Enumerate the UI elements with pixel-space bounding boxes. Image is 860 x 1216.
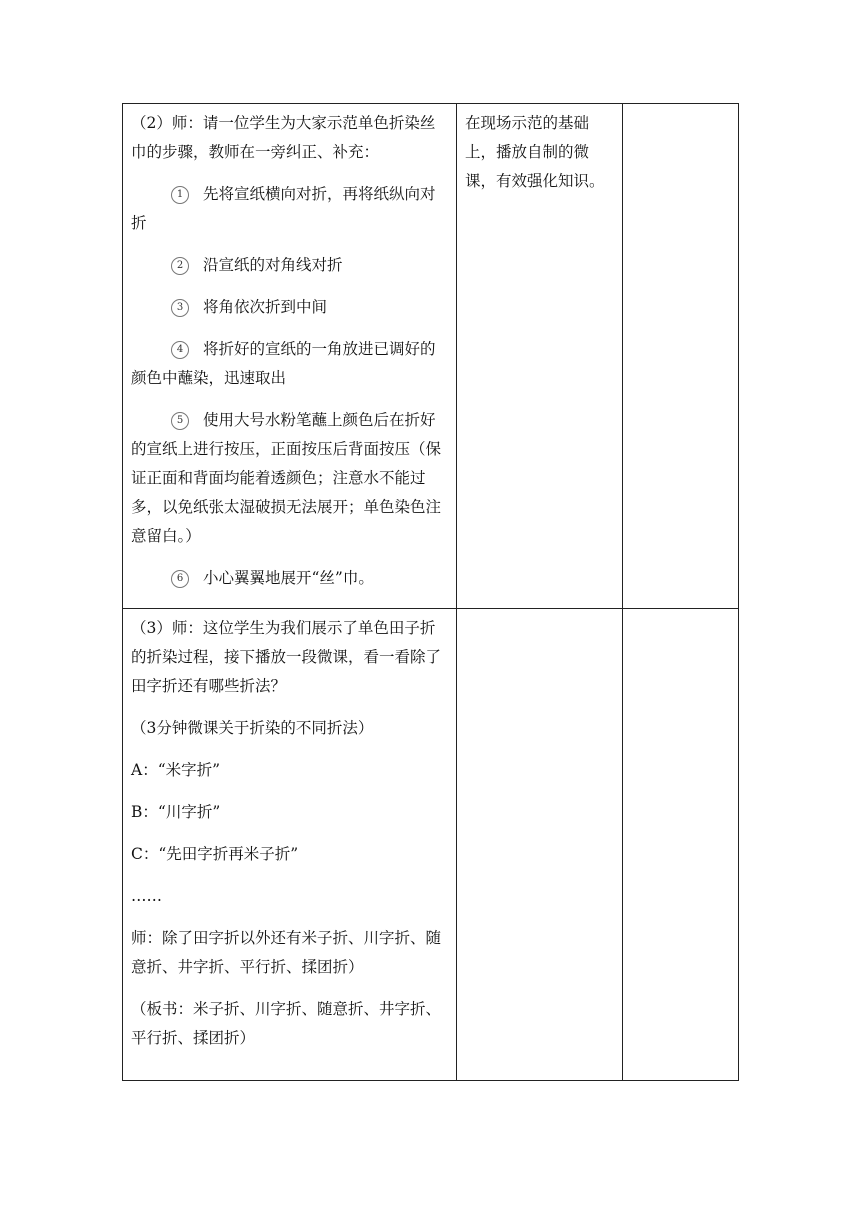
circled-number: 4 bbox=[171, 341, 189, 359]
design-intent-text: 在现场示范的基础上，播放自制的微课，有效强化知识。 bbox=[465, 114, 605, 190]
design-intent-cell bbox=[457, 104, 623, 609]
step-text: 将角依次折到中间 bbox=[203, 298, 328, 316]
paragraph-note: （3分钟微课关于折染的不同折法） bbox=[131, 719, 374, 737]
step-4 bbox=[131, 335, 448, 393]
table-row bbox=[123, 609, 739, 1081]
ellipsis: …… bbox=[131, 887, 162, 905]
teaching-process-cell bbox=[123, 104, 457, 609]
paragraph-intro: （3）师：这位学生为我们展示了单色田子折的折染过程，接下播放一段微课，看一看除了田字折还有哪些折法？ bbox=[131, 619, 442, 695]
step-text: 沿宣纸的对角线对折 bbox=[203, 256, 343, 274]
step-text: 小心翼翼地展开“丝”巾。 bbox=[203, 569, 374, 587]
paragraph-teacher: 师：除了田字折以外还有米子折、川字折、随意折、井字折、平行折、揉团折） bbox=[131, 929, 442, 976]
circled-number: 3 bbox=[171, 299, 189, 317]
step-5 bbox=[131, 406, 448, 551]
step-6 bbox=[131, 564, 448, 593]
step-2 bbox=[131, 251, 448, 280]
step-text: 使用大号水粉笔蘸上颜色后在折好的宣纸上进行按压，正面按压后背面按压（保证正面和背面均能着透颜色；注意水不能过多，以免纸张太湿破损无法展开；单色染色注意留白。） bbox=[131, 411, 442, 545]
design-intent-cell bbox=[457, 609, 623, 1081]
teaching-process-cell bbox=[123, 609, 457, 1081]
table-row bbox=[123, 104, 739, 609]
circled-number: 6 bbox=[171, 570, 189, 588]
step-3 bbox=[131, 293, 448, 322]
circled-number: 5 bbox=[171, 412, 189, 430]
option-c: C：“先田字折再米子折” bbox=[131, 845, 299, 863]
circled-number: 1 bbox=[171, 186, 189, 204]
paragraph-intro: （2）师：请一位学生为大家示范单色折染丝巾的步骤，教师在一旁纠正、补充： bbox=[131, 114, 436, 161]
option-a: A：“米字折” bbox=[131, 761, 221, 779]
paragraph-board: （板书：米子折、川字折、随意折、井字折、平行折、揉团折） bbox=[131, 1000, 442, 1047]
step-text: 先将宣纸横向对折，再将纸纵向对折 bbox=[131, 185, 436, 232]
option-b: B：“川字折” bbox=[131, 803, 221, 821]
notes-cell bbox=[623, 104, 739, 609]
circled-number: 2 bbox=[171, 257, 189, 275]
step-1 bbox=[131, 180, 448, 238]
lesson-plan-table bbox=[122, 103, 739, 1081]
notes-cell bbox=[623, 609, 739, 1081]
step-text: 将折好的宣纸的一角放进已调好的颜色中蘸染，迅速取出 bbox=[131, 340, 436, 387]
